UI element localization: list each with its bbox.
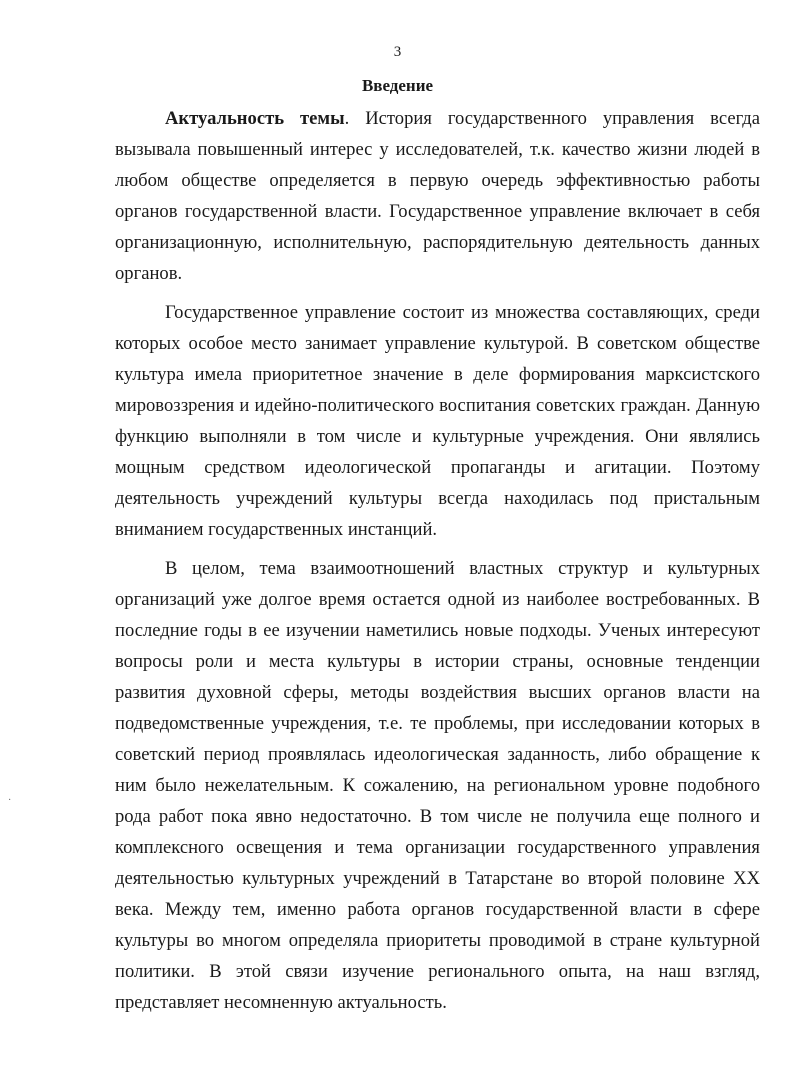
- paragraph-lead-term: Актуальность темы: [165, 108, 345, 129]
- paragraph-relevance: [115, 103, 760, 289]
- paragraph-research-topic: В целом, тема взаимоотношений властных структур и культурных организаций уже долгое время остается одной из наиболее востребованных. В последние годы в ее изучении наметились новые подходы. Ученых интересуют вопросы роли и места культуры в истории страны, основные тенденции развития духовной сферы, методы воздействия высших органов власти на подведомственные учреждения, т.е. те проблемы, при исследовании которых в советский период проявлялась идеологическая заданность, либо обращение к ним было нежелательным. К сожалению, на региональном уровне подобного рода работ пока явно недостаточно. В том числе не получила еще полного и комплексного освещения и тема организации государственного управления деятельностью культурных учреждений в Татарстане во второй половине XX века. Между тем, именно работа органов государственной власти в сфере культуры во многом определяла приоритеты проводимой в стране культурной политики. В этой связи изучение регионального опыта, на наш взгляд, представляет несомненную актуальность.: [115, 558, 760, 1013]
- paragraph-text: . История государственного управления всегда вызывала повышенный интерес у исследователей, т.к. качество жизни людей в любом обществе определяется в первую очередь эффективностью работы органов государственной власти. Государственное управление включает в себя организационную, исполнительную, распорядительную деятельность данных органов.: [115, 108, 760, 284]
- paragraph-state-management: Государственное управление состоит из множества составляющих, среди которых особое место занимает управление культурой. В советском обществе культура имела приоритетное значение в деле формирования марксистского мировоззрения и идейно-политического воспитания советских граждан. Данную функцию выполняли в том числе и культурные учреждения. Они являлись мощным средством идеологической пропаганды и агитации. Поэтому деятельность учреждений культуры всегда находилась под пристальным вниманием государственных инстанций.: [115, 302, 760, 540]
- margin-scan-mark: ·: [8, 795, 12, 806]
- page-number: 3: [393, 44, 402, 60]
- section-heading: Введение: [361, 76, 434, 95]
- document-body: [115, 103, 760, 1018]
